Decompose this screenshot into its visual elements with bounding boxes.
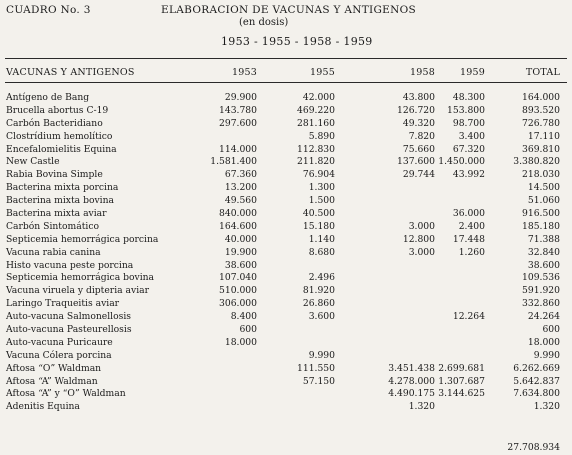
cell-total: 14.500 — [527, 182, 560, 194]
cell-1959: 1.307.687 — [438, 375, 485, 387]
cell-1953: 8.400 — [230, 311, 257, 323]
row-name: Carbón Bacteridiano — [6, 117, 103, 129]
cell-1959: 67.320 — [452, 143, 485, 155]
row-name: New Castle — [6, 156, 60, 168]
cell-1953: 107.040 — [219, 272, 257, 284]
cell-1955: 57.150 — [302, 375, 335, 387]
cell-1953: 19.900 — [224, 246, 257, 258]
col-header-1959: 1959 — [460, 67, 485, 78]
cell-1955: 469.220 — [297, 104, 335, 116]
col-header-name: VACUNAS Y ANTIGENOS — [6, 67, 135, 78]
table-row — [0, 144, 572, 157]
cell-total: 5.642.837 — [513, 375, 560, 387]
table-row — [0, 337, 572, 350]
table-title: ELABORACION DE VACUNAS Y ANTIGENOS — [161, 4, 417, 16]
cell-1958: 43.800 — [402, 92, 435, 103]
row-name: Clostrídium hemolítico — [6, 130, 113, 142]
cell-1959: 1.260 — [458, 246, 485, 258]
table-row — [0, 105, 572, 118]
table-row — [0, 92, 572, 105]
cuadro-label: CUADRO No. 3 — [6, 4, 91, 16]
cell-total: 71.388 — [527, 233, 560, 245]
table-row — [0, 260, 572, 273]
cell-1953: 600 — [239, 324, 257, 336]
table-row — [0, 156, 572, 169]
table-row — [0, 208, 572, 221]
row-name: Vacuna Cólera porcina — [6, 349, 112, 361]
cell-1959: 43.992 — [452, 169, 485, 181]
cell-1953: 297.600 — [219, 117, 257, 129]
cell-total: 185.180 — [522, 220, 560, 232]
cell-1953: 306.000 — [219, 298, 257, 310]
cell-1953: 29.900 — [224, 92, 257, 103]
cell-total: 6.262.669 — [513, 362, 560, 374]
cell-1958: 3.000 — [408, 246, 435, 258]
years-line: 1953 - 1955 - 1958 - 1959 — [221, 35, 373, 48]
table-row — [0, 388, 572, 401]
cell-1958: 1.320 — [408, 401, 435, 413]
row-name: Septicemia hemorrágica porcina — [6, 233, 159, 245]
table-row — [0, 401, 572, 414]
cell-total: 164.000 — [522, 92, 560, 103]
cell-1958: 75.660 — [402, 143, 435, 155]
table-subtitle: (en dosis) — [239, 17, 289, 28]
row-name: Antígeno de Bang — [6, 92, 90, 103]
cell-1955: 112.830 — [297, 143, 335, 155]
cell-1955: 81.920 — [302, 285, 335, 297]
row-name: Aftosa “A” Waldman — [6, 375, 98, 387]
cell-1953: 49.560 — [224, 195, 257, 207]
table-row — [0, 376, 572, 389]
cell-1958: 4.278.000 — [388, 375, 435, 387]
row-name: Septicemia hemorrágica bovina — [6, 272, 155, 284]
cell-1959: 48.300 — [452, 92, 485, 103]
cell-1958: 137.600 — [397, 156, 435, 168]
cell-1953: 67.360 — [224, 169, 257, 181]
cell-total: 51.060 — [527, 195, 560, 207]
cell-total: 9.990 — [533, 349, 560, 361]
cell-total: 369.810 — [522, 143, 560, 155]
cell-1953: 114.000 — [219, 143, 257, 155]
cell-total: 24.264 — [527, 311, 560, 323]
table-row — [0, 311, 572, 324]
cell-1955: 3.600 — [308, 311, 335, 323]
cell-1953: 13.200 — [224, 182, 257, 194]
cell-1953: 1.581.400 — [210, 156, 257, 168]
cell-1959: 36.000 — [452, 208, 485, 220]
col-header-1955: 1955 — [310, 67, 335, 78]
table-row — [0, 234, 572, 247]
cell-1955: 40.500 — [302, 208, 335, 220]
table-row — [0, 182, 572, 195]
cell-1955: 111.550 — [297, 362, 335, 374]
cell-total: 916.500 — [522, 208, 560, 220]
row-name: Aftosa “A” y “O” Waldman — [6, 388, 126, 400]
table-row — [0, 298, 572, 311]
cell-1953: 40.000 — [224, 233, 257, 245]
row-name: Auto-vacuna Puricaure — [6, 336, 113, 348]
row-name: Encefalomielitis Equina — [6, 143, 117, 155]
cell-1958: 3.000 — [408, 220, 435, 232]
cell-1953: 164.600 — [219, 220, 257, 232]
header-rule — [5, 82, 567, 83]
cell-1953: 38.600 — [224, 259, 257, 271]
cell-1958: 49.320 — [402, 117, 435, 129]
cell-1958: 29.744 — [402, 169, 435, 181]
table-row — [0, 285, 572, 298]
cell-1959: 153.800 — [447, 104, 485, 116]
cell-1959: 3.144.625 — [438, 388, 485, 400]
cell-1959: 3.400 — [458, 130, 485, 142]
cell-total: 726.780 — [522, 117, 560, 129]
cell-total: 32.840 — [527, 246, 560, 258]
cell-1955: 5.890 — [308, 130, 335, 142]
row-name: Bacterina mixta bovina — [6, 195, 115, 207]
cell-1959: 2.699.681 — [438, 362, 485, 374]
table-row — [0, 169, 572, 182]
col-header-total: TOTAL — [525, 67, 560, 78]
cell-1955: 8.680 — [308, 246, 335, 258]
cell-1955: 1.500 — [308, 195, 335, 207]
row-name: Aftosa “O” Waldman — [6, 362, 102, 374]
cell-total: 600 — [542, 324, 560, 336]
cell-1958: 3.451.438 — [388, 362, 435, 374]
row-name: Bacterina mixta porcina — [6, 182, 119, 194]
cell-total: 218.030 — [522, 169, 560, 181]
cell-1953: 840.000 — [219, 208, 257, 220]
cell-1955: 2.496 — [308, 272, 335, 284]
cell-1955: 76.904 — [302, 169, 335, 181]
cell-1958: 12.800 — [402, 233, 435, 245]
cell-1953: 143.780 — [219, 104, 257, 116]
cell-1953: 18.000 — [224, 336, 257, 348]
cell-1958: 126.720 — [397, 104, 435, 116]
row-name: Auto-vacuna Pasteurellosis — [6, 324, 132, 336]
grand-total: 27.708.934 — [507, 442, 560, 453]
cell-total: 591.920 — [522, 285, 560, 297]
row-name: Carbón Sintomático — [6, 220, 100, 232]
cell-1955: 1.140 — [308, 233, 335, 245]
cell-total: 1.320 — [533, 401, 560, 413]
table-row — [0, 247, 572, 260]
table-row — [0, 350, 572, 363]
row-name: Rabia Bovina Simple — [6, 169, 103, 181]
cell-total: 7.634.800 — [513, 388, 560, 400]
row-name: Histo vacuna peste porcina — [6, 259, 134, 271]
row-name: Auto-vacuna Salmonellosis — [6, 311, 132, 323]
table-row — [0, 118, 572, 131]
cell-total: 332.860 — [522, 298, 560, 310]
table-body — [0, 92, 572, 414]
cell-1955: 9.990 — [308, 349, 335, 361]
cell-1955: 211.820 — [297, 156, 335, 168]
cell-total: 18.000 — [527, 336, 560, 348]
cell-1955: 281.160 — [297, 117, 335, 129]
cell-1959: 12.264 — [452, 311, 485, 323]
col-header-1958: 1958 — [410, 67, 435, 78]
cell-1958: 7.820 — [408, 130, 435, 142]
table-row — [0, 363, 572, 376]
row-name: Vacuna viruela y dipteria aviar — [6, 285, 150, 297]
cell-1955: 1.300 — [308, 182, 335, 194]
cell-total: 38.600 — [527, 259, 560, 271]
top-rule — [5, 58, 567, 59]
cell-1955: 42.000 — [302, 92, 335, 103]
row-name: Vacuna rabia canina — [6, 246, 101, 258]
cell-1959: 98.700 — [452, 117, 485, 129]
row-name: Brucella abortus C-19 — [6, 104, 109, 116]
table-row — [0, 195, 572, 208]
cell-total: 109.536 — [522, 272, 560, 284]
table-row — [0, 272, 572, 285]
row-name: Bacterina mixta aviar — [6, 208, 107, 220]
table-row — [0, 324, 572, 337]
col-header-1953: 1953 — [232, 67, 257, 78]
row-name: Laringo Traqueitis aviar — [6, 298, 120, 310]
cell-total: 17.110 — [527, 130, 560, 142]
cell-1959: 17.448 — [452, 233, 485, 245]
cell-1959: 2.400 — [458, 220, 485, 232]
cell-1953: 510.000 — [219, 285, 257, 297]
cell-1959: 1.450.000 — [438, 156, 485, 168]
cell-1955: 26.860 — [302, 298, 335, 310]
row-name: Adenitis Equina — [6, 401, 80, 413]
cell-total: 3.380.820 — [513, 156, 560, 168]
table-row — [0, 221, 572, 234]
cell-1955: 15.180 — [302, 220, 335, 232]
table-row — [0, 131, 572, 144]
cell-total: 893.520 — [522, 104, 560, 116]
cell-1958: 4.490.175 — [388, 388, 435, 400]
